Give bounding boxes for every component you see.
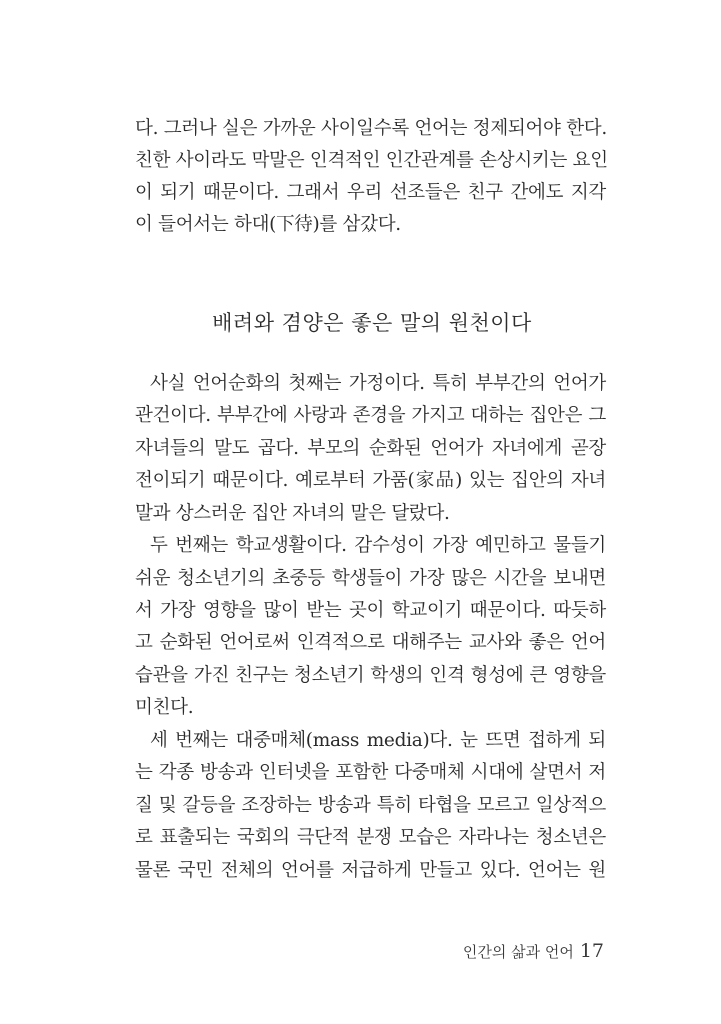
paragraph-first-line: 사실 언어순화의 첫째는 가정이다. 특히 부부간의 언어가 — [150, 373, 606, 394]
text-line: 친한 사이라도 막말은 인격적인 인간관계를 손상시키는 요인 — [135, 150, 608, 171]
text-line: 로 표출되는 국회의 극단적 분쟁 모습은 자라나는 청소년은 — [135, 827, 606, 848]
running-title: 인간의 삶과 언어 — [462, 943, 574, 961]
text-line: 이 들어서는 하대(下待)를 삼갔다. — [135, 214, 401, 235]
text-line: 서 가장 영향을 많이 받는 곳이 학교이기 때문이다. 따듯하 — [135, 600, 606, 621]
text-line: 이 되기 때문이다. 그래서 우리 선조들은 친구 간에도 지각 — [135, 182, 606, 203]
text-line: 는 각종 방송과 인터넷을 포함한 다중매체 시대에 살면서 저 — [135, 762, 606, 783]
text-line: 말과 상스러운 집안 자녀의 말은 달랐다. — [135, 503, 450, 524]
text-line: 자녀들의 말도 곱다. 부모의 순화된 언어가 자녀에게 곧장 — [135, 438, 606, 459]
text-line: 다. 그러나 실은 가까운 사이일수록 언어는 정제되어야 한다. — [135, 118, 607, 139]
text-line: 관건이다. 부부간에 사랑과 존경을 가지고 대하는 집안은 그 — [135, 405, 606, 426]
text-line: 쉬운 청소년기의 초중등 학생들이 가장 많은 시간을 보내면 — [135, 568, 606, 589]
paragraph-first-line: 두 번째는 학교생활이다. 감수성이 가장 예민하고 물들기 — [150, 535, 606, 556]
page-number: 17 — [579, 940, 604, 962]
text-line: 물론 국민 전체의 언어를 저급하게 만들고 있다. 언어는 원 — [135, 860, 606, 881]
text-line: 미친다. — [135, 697, 194, 718]
text-line: 습관을 가진 친구는 청소년기 학생의 인격 형성에 큰 영향을 — [135, 665, 606, 686]
page-footer — [463, 936, 604, 967]
paragraph-first-line: 세 번째는 대중매체(mass media)다. 눈 뜨면 접하게 되 — [150, 730, 606, 751]
section-heading: 배려와 겸양은 좋은 말의 원천이다 — [212, 311, 532, 335]
text-line: 질 및 갈등을 조장하는 방송과 특히 타협을 모르고 일상적으 — [135, 795, 606, 816]
text-line: 전이되기 때문이다. 예로부터 가품(家品) 있는 집안의 자녀 — [135, 470, 606, 491]
text-line: 고 순화된 언어로써 인격적으로 대해주는 교사와 좋은 언어 — [135, 632, 606, 653]
